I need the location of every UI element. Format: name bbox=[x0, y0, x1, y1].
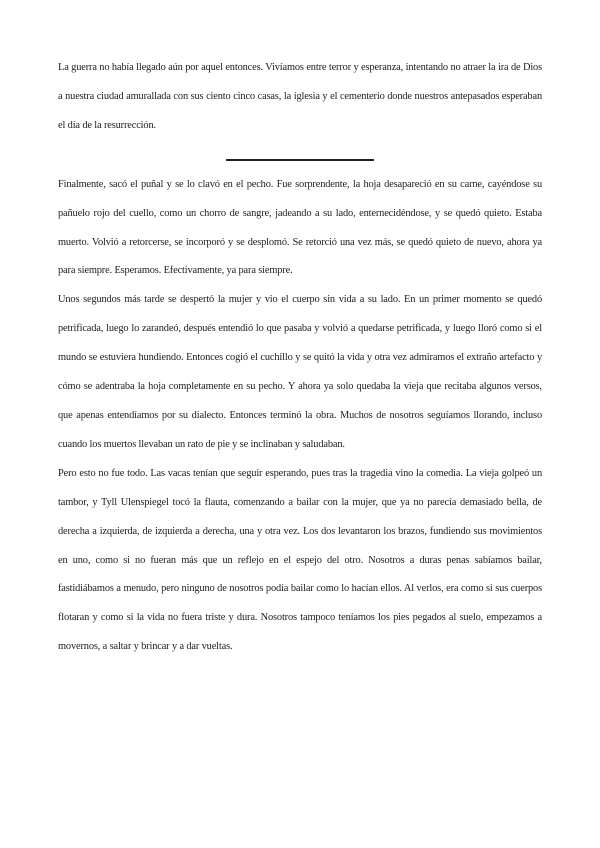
paragraph-2: Unos segundos más tarde se despertó la mujer y vio el cuerpo sin vida a su lado. En un primer momento se quedó petrificada, luego lo zarandeó, después entendió lo que pasaba y volvió a quedarse petrificada, y luego lloró como si el mundo se estuviera hundiendo. Entonces cogió el cuchillo y se quitó la vida y otra vez admiramos el extraño artefacto y cómo se adentraba la hoja completamente en su pecho. Y ahora ya solo quedaba la vieja que recitaba algunos versos, que apenas entendíamos por su dialecto. Entonces terminó la obra. Muchos de nosotros seguíamos llorando, incluso cuando los muertos llevaban un rato de pie y se inclinaban y saludaban. bbox=[58, 294, 542, 450]
paragraph-3: Pero esto no fue todo. Las vacas tenían que seguir esperando, pues tras la tragedia vino la comedia. La vieja golpeó un tambor, y Tyll Ulenspiegel tocó la flauta, comenzando a bailar con la mujer, que ya no parecía demasiado bella, de derecha a izquierda, de izquierda a derecha, una y otra vez. Los dos levantaron los brazos, fundiendo sus movimientos en uno, como si no fueran más que un reflejo en el espejo del otro. Nosotros a duras penas sabíamos bailar, fastidiábamos a menudo, pero ninguno de nosotros podía bailar como lo hacían ellos. Al verlos, era como si sus cuerpos flotaran y como si la vida no fuera triste y dura. Nosotros tampoco teníamos los pies pegados al suelo, empezamos a movernos, a saltar y brincar y a dar vueltas. bbox=[58, 467, 542, 653]
paragraph-1: Finalmente, sacó el puñal y se lo clavó en el pecho. Fue sorprendente, la hoja desapareció en su carne, cayéndose su pañuelo rojo del cuello, como un chorro de sangre, jadeando a su lado, enternecidéndose, y se quedó quieto. Estaba muerto. Volvió a retorcerse, se incorporó y se desplomó. Se retorció una vez más, se quedó quieto de nuevo, ahora ya para siempre. Esperamos. Efectivamente, ya para siempre. bbox=[58, 178, 542, 277]
section-divider bbox=[226, 159, 374, 161]
paragraph-intro: La guerra no había llegado aún por aquel entonces. Vivíamos entre terror y esperanza, intentando no atraer la ira de Dios a nuestra ciudad amurallada con sus ciento cinco casas, la iglesia y el cementerio donde nuestros antepasados esperaban el día de la resurrección. bbox=[58, 62, 542, 131]
